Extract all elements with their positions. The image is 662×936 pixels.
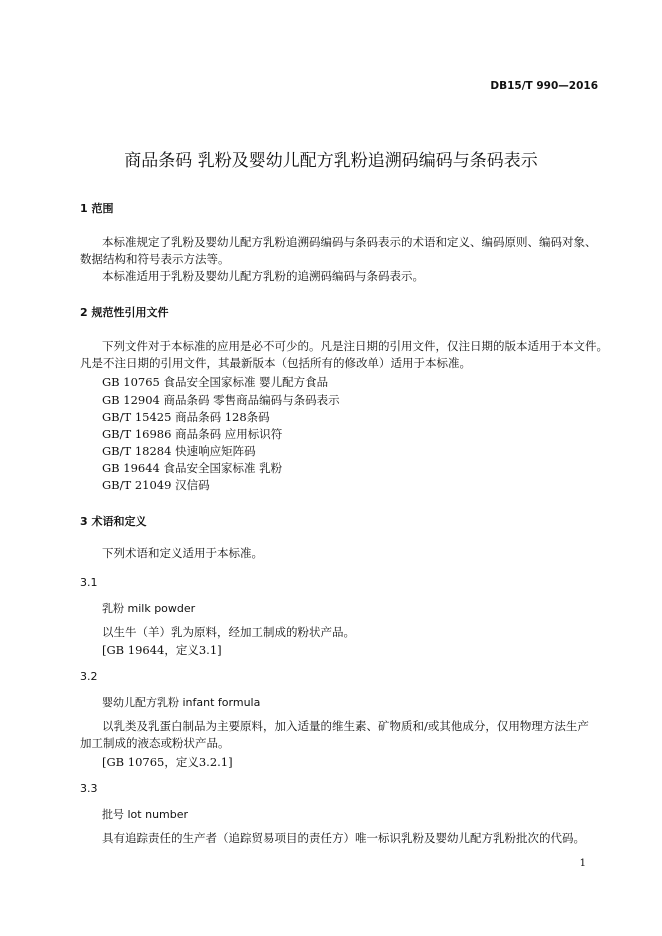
section-1-heading: 1 范围: [80, 202, 114, 215]
section-1-para-1-line-2: 数据结构和符号表示方法等。: [80, 252, 230, 266]
term-number: 3.3: [80, 782, 98, 795]
reference-item: GB 12904 商品条码 零售商品编码与条码表示: [102, 393, 340, 407]
section-1-para-2: 本标准适用于乳粉及婴幼儿配方乳粉的追溯码编码与条码表示。: [102, 269, 424, 283]
term-source: [GB 19644，定义3.1]: [102, 643, 222, 657]
reference-item: GB/T 16986 商品条码 应用标识符: [102, 427, 283, 441]
term-number: 3.2: [80, 670, 98, 683]
term-definition-line-2: 加工制成的液态或粉状产品。: [80, 736, 230, 750]
standard-code: DB15/T 990—2016: [490, 80, 598, 92]
section-2-para-line-1: 下列文件对于本标准的应用是必不可少的。凡是注日期的引用文件，仅注日期的版本适用于本文件。: [102, 339, 608, 353]
term-title: 批号 lot number: [102, 808, 189, 821]
reference-item: GB/T 18284 快速响应矩阵码: [102, 444, 256, 458]
section-3-intro: 下列术语和定义适用于本标准。: [102, 546, 263, 560]
term-definition: 以生牛（羊）乳为原料，经加工制成的粉状产品。: [102, 625, 355, 639]
section-1-para-1-line-1: 本标准规定了乳粉及婴幼儿配方乳粉追溯码编码与条码表示的术语和定义、编码原则、编码对象、: [102, 235, 597, 249]
reference-item: GB 10765 食品安全国家标准 婴儿配方食品: [102, 375, 329, 389]
reference-item: GB/T 21049 汉信码: [102, 478, 210, 492]
section-3-heading: 3 术语和定义: [80, 515, 147, 528]
term-title: 婴幼儿配方乳粉 infant formula: [102, 696, 261, 709]
page-number: 1: [579, 858, 586, 869]
reference-item: GB/T 15425 商品条码 128条码: [102, 410, 270, 424]
term-definition-line-1: 以乳类及乳蛋白制品为主要原料，加入适量的维生素、矿物质和/或其他成分，仅用物理方法生产: [102, 719, 589, 733]
reference-item: GB 19644 食品安全国家标准 乳粉: [102, 461, 283, 475]
term-title: 乳粉 milk powder: [102, 602, 196, 615]
term-source: [GB 10765，定义3.2.1]: [102, 755, 233, 769]
document-title: 商品条码 乳粉及婴幼儿配方乳粉追溯码编码与条码表示: [124, 151, 538, 171]
section-2-para-line-2: 凡是不注日期的引用文件，其最新版本（包括所有的修改单）适用于本标准。: [80, 356, 471, 370]
term-number: 3.1: [80, 576, 98, 589]
section-2-heading: 2 规范性引用文件: [80, 306, 169, 319]
term-definition: 具有追踪责任的生产者（追踪贸易项目的责任方）唯一标识乳粉及婴幼儿配方乳粉批次的代码。: [102, 831, 585, 845]
